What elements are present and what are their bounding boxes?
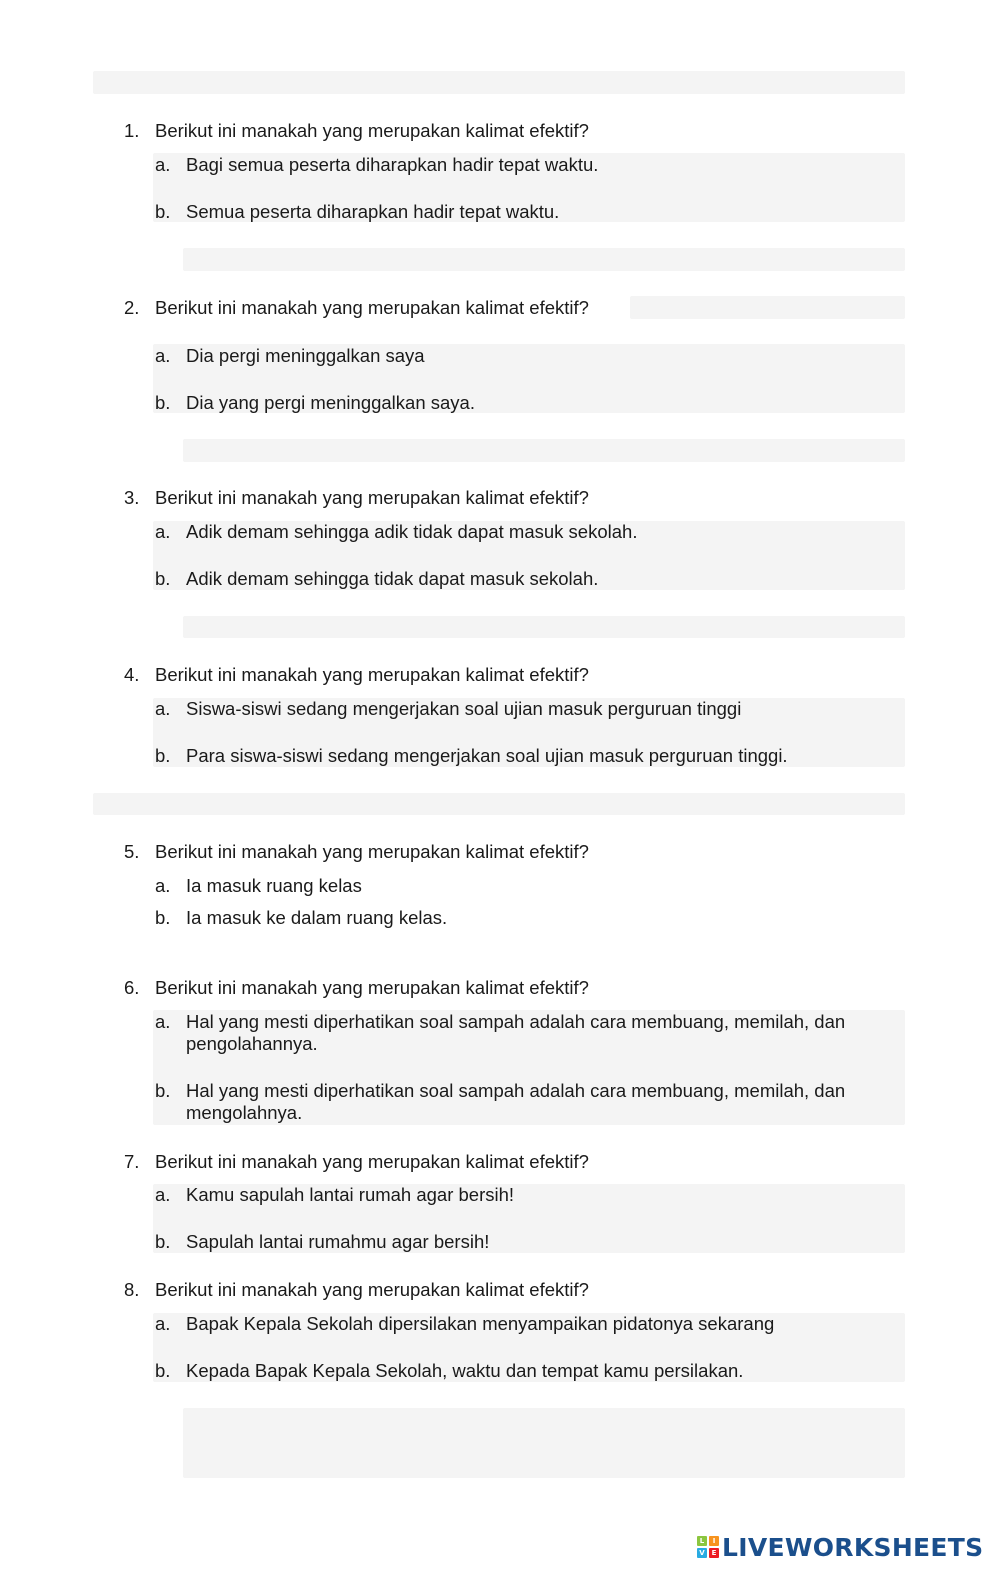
option-text: Bagi semua peserta diharapkan hadir tepat waktu.	[186, 154, 599, 175]
logo-tile: E	[709, 1548, 719, 1558]
option-text: Kamu sapulah lantai rumah agar bersih!	[186, 1184, 515, 1205]
question-number: 6.	[124, 977, 140, 998]
option-text: Dia pergi meninggalkan saya	[186, 345, 425, 366]
option-text: Adik demam sehingga tidak dapat masuk sekolah.	[186, 568, 599, 589]
option-letter: b.	[155, 1231, 171, 1252]
question-text: Berikut ini manakah yang merupakan kalimat efektif?	[155, 487, 589, 508]
answer-field-bottom[interactable]	[183, 1408, 905, 1478]
option-text: Adik demam sehingga adik tidak dapat masuk sekolah.	[186, 521, 638, 542]
answer-field-top[interactable]	[93, 71, 905, 94]
question-number: 8.	[124, 1279, 140, 1300]
option-text: Sapulah lantai rumahmu agar bersih!	[186, 1231, 490, 1252]
option-letter: a.	[155, 698, 171, 719]
question-text: Berikut ini manakah yang merupakan kalimat efektif?	[155, 297, 589, 318]
liveworksheets-logo[interactable]	[697, 1533, 983, 1561]
question-text: Berikut ini manakah yang merupakan kalimat efektif?	[155, 1151, 589, 1172]
option-letter: b.	[155, 392, 171, 413]
option-text: Semua peserta diharapkan hadir tepat waktu.	[186, 201, 560, 222]
option-letter: a.	[155, 1184, 171, 1205]
option-text: Hal yang mesti diperhatikan soal sampah adalah cara membuang, memilah, dan mengolahnya.	[186, 1080, 846, 1123]
brand-name: LIVEWORKSHEETS	[722, 1532, 984, 1562]
option-letter: a.	[155, 1313, 171, 1334]
option-letter: b.	[155, 1360, 171, 1381]
logo-icon	[697, 1536, 719, 1558]
question-text: Berikut ini manakah yang merupakan kalimat efektif?	[155, 977, 589, 998]
option-text: Bapak Kepala Sekolah dipersilakan menyampaikan pidatonya sekarang	[186, 1313, 775, 1334]
question-number: 1.	[124, 120, 140, 141]
answer-field-q3-answer[interactable]	[183, 616, 905, 638]
logo-tile: L	[697, 1536, 707, 1546]
question-text: Berikut ini manakah yang merupakan kalimat efektif?	[155, 120, 589, 141]
option-text: Siswa-siswi sedang mengerjakan soal ujian masuk perguruan tinggi	[186, 698, 742, 719]
option-letter: a.	[155, 875, 171, 896]
question-number: 7.	[124, 1151, 140, 1172]
question-text: Berikut ini manakah yang merupakan kalimat efektif?	[155, 664, 589, 685]
option-text: Dia yang pergi meninggalkan saya.	[186, 392, 475, 413]
question-text: Berikut ini manakah yang merupakan kalimat efektif?	[155, 1279, 589, 1300]
option-letter: b.	[155, 907, 171, 928]
option-letter: a.	[155, 154, 171, 175]
answer-field-q1-answer[interactable]	[183, 248, 905, 271]
option-text: Para siswa-siswi sedang mengerjakan soal ujian masuk perguruan tinggi.	[186, 745, 788, 766]
option-letter: b.	[155, 745, 171, 766]
option-letter: b.	[155, 568, 171, 589]
question-number: 5.	[124, 841, 140, 862]
option-letter: a.	[155, 345, 171, 366]
question-number: 4.	[124, 664, 140, 685]
answer-field-q4-answer[interactable]	[93, 793, 905, 815]
option-letter: a.	[155, 1011, 171, 1032]
option-text: Ia masuk ke dalam ruang kelas.	[186, 907, 448, 928]
option-text: Kepada Bapak Kepala Sekolah, waktu dan tempat kamu persilakan.	[186, 1360, 744, 1381]
option-letter: a.	[155, 521, 171, 542]
option-text: Ia masuk ruang kelas	[186, 875, 362, 896]
answer-field-q2-question[interactable]	[630, 296, 905, 319]
question-number: 2.	[124, 297, 140, 318]
option-letter: b.	[155, 201, 171, 222]
option-letter: b.	[155, 1080, 171, 1101]
answer-field-q2-answer[interactable]	[183, 439, 905, 462]
question-number: 3.	[124, 487, 140, 508]
option-text: Hal yang mesti diperhatikan soal sampah adalah cara membuang, memilah, dan pengolahannya.	[186, 1011, 846, 1054]
question-text: Berikut ini manakah yang merupakan kalimat efektif?	[155, 841, 589, 862]
logo-tile: V	[697, 1548, 707, 1558]
logo-tile: I	[709, 1536, 719, 1546]
